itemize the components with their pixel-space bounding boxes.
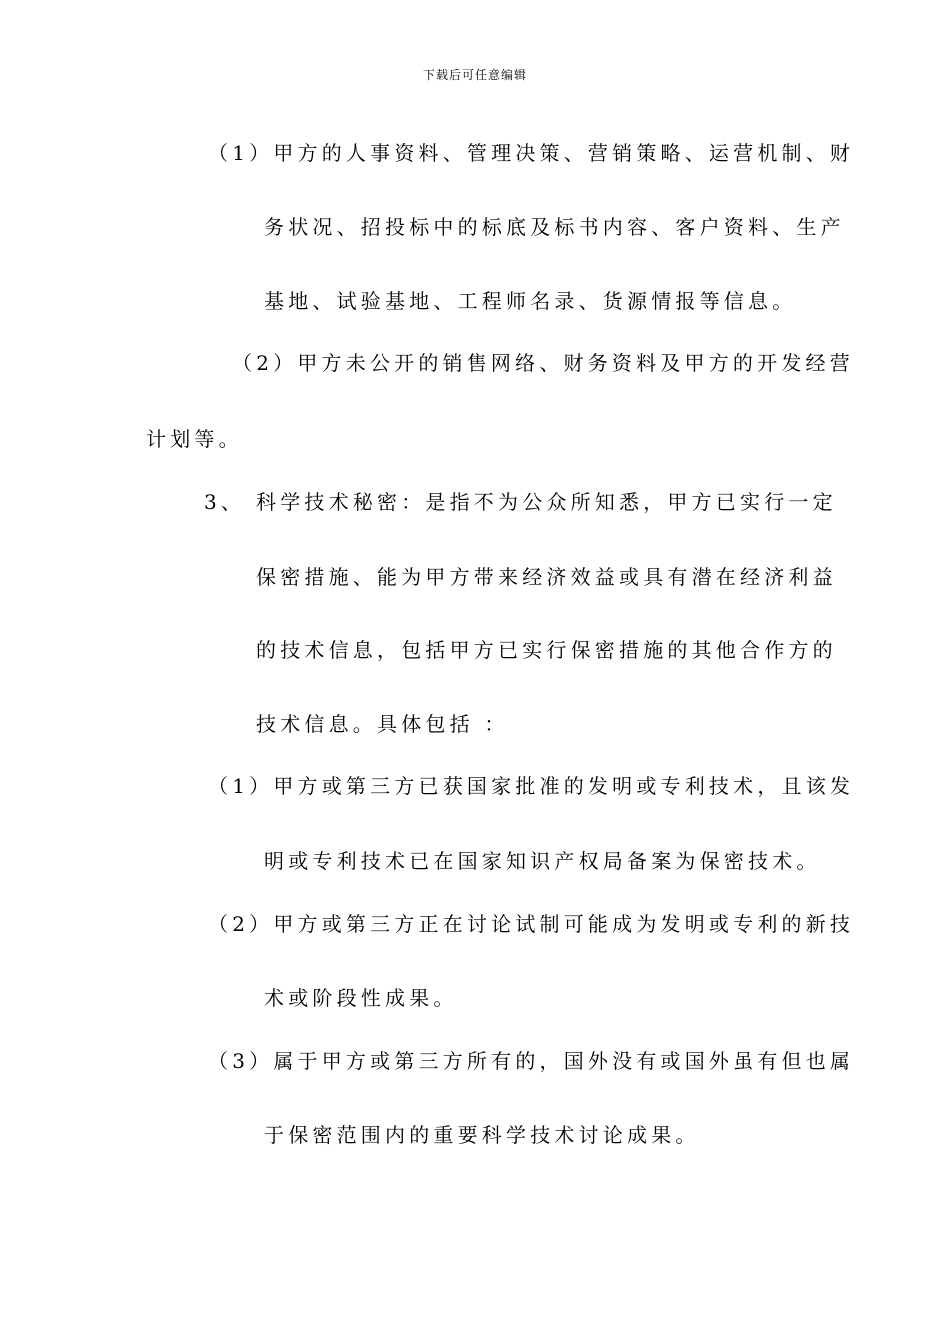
text-line-10: （1）甲方或第三方已获国家批准的发明或专利技术，且该发 <box>208 774 855 798</box>
text-line-15: 于保密范围内的重要科学技术讨论成果。 <box>264 1123 700 1147</box>
text-line-7: 保密措施、能为甲方带来经济效益或具有潜在经济利益 <box>256 565 837 589</box>
text-line-2: 务状况、招投标中的标底及标书内容、客户资料、生产 <box>264 215 845 239</box>
text-line-5: 计划等。 <box>146 427 243 451</box>
text-line-4: （2）甲方未公开的销售网络、财务资料及甲方的开发经营 <box>232 351 854 375</box>
text-line-11: 明或专利技术已在国家知识产权局备案为保密技术。 <box>264 849 821 873</box>
text-line-3: 基地、试验基地、工程师名录、货源情报等信息。 <box>264 289 797 313</box>
page-header: 下载后可任意编辑 <box>422 68 527 82</box>
text-line-1: （1）甲方的人事资料、管理决策、营销策略、运营机制、财 <box>208 141 855 165</box>
list-number-3: 3、 <box>204 490 246 514</box>
text-line-13: 术或阶段性成果。 <box>264 986 458 1010</box>
text-line-12: （2）甲方或第三方正在讨论试制可能成为发明或专利的新技 <box>208 912 855 936</box>
text-line-8: 的技术信息，包括甲方已实行保密措施的其他合作方的 <box>256 638 837 662</box>
text-line-9: 技术信息。具体包括 ： <box>256 712 509 736</box>
text-line-14: （3）属于甲方或第三方所有的，国外没有或国外虽有但也属 <box>208 1049 855 1073</box>
text-line-6: 科学技术秘密：是指不为公众所知悉，甲方已实行一定 <box>256 490 837 514</box>
